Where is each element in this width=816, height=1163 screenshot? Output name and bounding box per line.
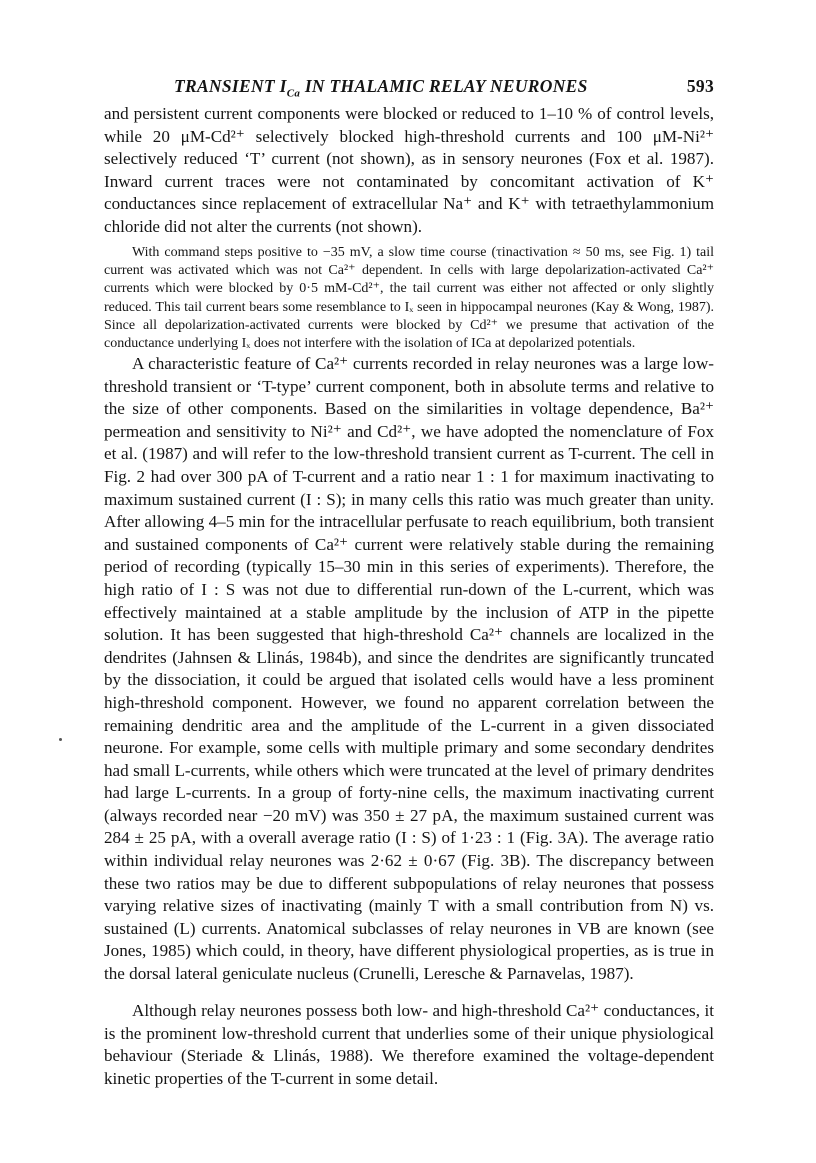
small-print-note <box>104 244 714 353</box>
paragraph-t-current <box>104 353 714 986</box>
running-title: TRANSIENT $I_{Ca}$ IN THALAMIC RELAY NEURONES <box>174 76 588 100</box>
paragraph-text: and persistent current components were blocked or reduced to 1–10 % of control levels, while 20 μM-Cd²⁺ selectively blocked high-threshold currents and 100 μM-Ni²⁺ selectively reduced ‘T’ current (not shown), as in sensory neurones (Fox et al. 1987). Inward current traces were not contaminated by concomitant activation of K⁺ conductances since replacement of extracellular Na⁺ and K⁺ with tetraethylammonium chloride did not alter the currents (not shown). <box>104 104 714 236</box>
page-number: 593 <box>686 76 714 96</box>
paragraph-text: Although relay neurones possess both low- and high-threshold Ca²⁺ conductances, it is the prominent low-threshold current that underlies some of their unique physiological behaviour (Steriade & Llinás, 1988). We therefore examined the voltage-dependent kinetic properties of the T-current in some detail. <box>104 1001 714 1088</box>
margin-dot <box>59 738 62 741</box>
paragraph-continued <box>104 103 714 239</box>
running-title-subscript: Ca <box>286 87 301 100</box>
page-header <box>104 76 714 98</box>
paragraph-text: A characteristic feature of Ca²⁺ currents recorded in relay neurones was a large low-threshold transient or ‘T-type’ current component, both in absolute terms and relative to the size of other components. Based on the similarities in voltage dependence, Ba²⁺ permeation and sensitivity to Ni²⁺ and Cd²⁺, we have adopted the nomenclature of Fox et al. (1987) and will refer to the low-threshold transient current as T-current. The cell in Fig. 2 had over 300 pA of T-current and a ratio near 1 : 1 for maximum inactivating to maximum sustained current (I : S); in many cells this ratio was much greater than unity. After allowing 4–5 min for the intracellular perfusate to reach equilibrium, both transient and sustained components of Ca²⁺ current were relatively stable during the remaining period of recording (typically 15–30 min in this series of experiments). Therefore, the high ratio of I : S was not due to differential run-down of the L-current, which was effectively maintained at a stable amplitude by the inclusion of ATP in the pipette solution. It has been suggested that high-threshold Ca²⁺ channels are localized in the dendrites (Jahnsen & Llinás, 1984b), and since the dendrites are significantly truncated by the dissociation, it could be argued that isolated cells would have a less prominent high-threshold component. However, we found no apparent correlation between the remaining dendritic area and the amplitude of the L-current in a given dissociated neurone. For example, some cells with multiple primary and some secondary dendrites had small L-currents, while others which were truncated at the level of primary dendrites had large L-currents. In a group of forty-nine cells, the maximum inactivating current (always recorded near −20 mV) was 350 ± 27 pA, the maximum sustained current was 284 ± 25 pA, with a overall average ratio (I : S) of 1·23 : 1 (Fig. 3A). The average ratio within individual relay neurones was 2·62 ± 0·67 (Fig. 3B). The discrepancy between these two ratios may be due to different subpopulations of relay neurones that possess varying relative sizes of inactivating (mainly T with a small contribution from N) vs. sustained (L) currents. Anatomical subclasses of relay neurones in VB are known (see Jones, 1985) which could, in theory, have different physiological properties, as is true in the dorsal lateral geniculate nucleus (Crunelli, Leresche & Parnavelas, 1987). <box>104 354 714 984</box>
note-text: With command steps positive to −35 mV, a slow time course (τinactivation ≈ 50 ms, see Fig. 1) tail current was activated which was not Ca²⁺ dependent. In cells with large depolarization-activated Ca²⁺ currents which were blocked by 0·5 mM-Cd²⁺, the tail current was either not affected or only slightly reduced. This tail current bears some resemblance to Iₓ seen in hippocampal neurones (Kay & Wong, 1987). Since all depolarization-activated currents were blocked by Cd²⁺ we presume that activation of the conductance underlying Iₓ does not interfere with the isolation of ICa at depolarized potentials. <box>104 245 714 352</box>
paragraph-relay-behaviour <box>104 1000 714 1090</box>
